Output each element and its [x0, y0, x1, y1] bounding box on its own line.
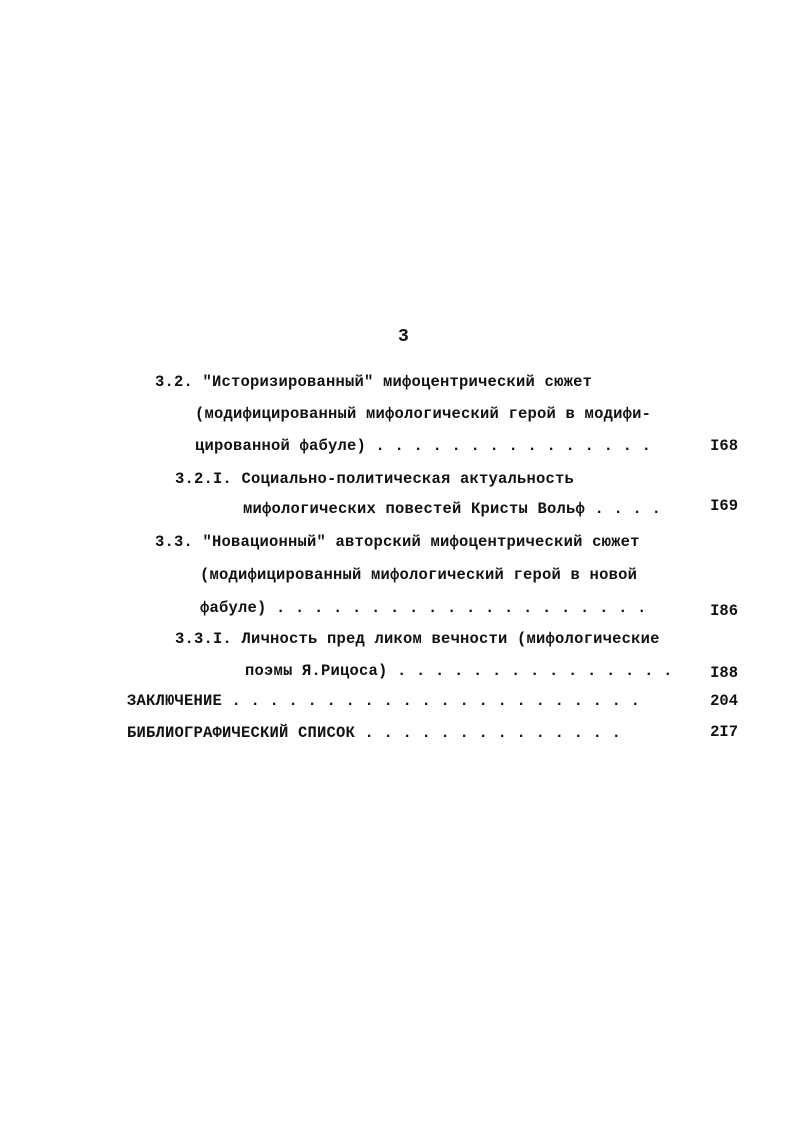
toc-entry-3-3-1-page: I88 — [710, 664, 738, 682]
toc-entry-3-2-1-leader: мифологических повестей Кристы Вольф . . . . — [243, 500, 662, 518]
toc-entry-3-3-1-leader: поэмы Я.Рицоса) . . . . . . . . . . . . . . . — [245, 662, 673, 680]
toc-entry-3-2-title-cont: (модифицированный мифологический герой в модифи- — [195, 405, 652, 423]
page-number: 3 — [398, 327, 409, 347]
toc-entry-bibliography-page: 2I7 — [710, 723, 738, 741]
toc-entry-conclusion-page: 204 — [710, 692, 738, 710]
toc-entry-3-2-1-page: I69 — [710, 497, 738, 515]
toc-entry-3-2-leader: цированной фабуле) . . . . . . . . . . . . . . . — [195, 437, 652, 455]
toc-entry-3-2-title: 3.2. "Историзированный" мифоцентрический сюжет — [155, 373, 593, 391]
toc-entry-conclusion-title: ЗАКЛЮЧЕНИЕ . . . . . . . . . . . . . . . . . . . . . . — [127, 692, 641, 710]
toc-entry-3-3-leader: фабуле) . . . . . . . . . . . . . . . . . . . . — [200, 599, 647, 617]
toc-entry-3-2-1-title: 3.2.I. Социально-политическая актуальность — [175, 470, 575, 488]
toc-entry-3-2-page: I68 — [710, 437, 738, 455]
toc-entry-3-3-title: 3.3. "Новационный" авторский мифоцентрический сюжет — [155, 533, 640, 551]
toc-entry-3-3-1-title: 3.3.I. Личность пред ликом вечности (мифологические — [175, 630, 660, 648]
toc-entry-3-3-page: I86 — [710, 602, 738, 620]
toc-entry-3-3-title-cont: (модифицированный мифологический герой в новой — [200, 566, 638, 584]
toc-entry-bibliography-title: БИБЛИОГРАФИЧЕСКИЙ СПИСОК . . . . . . . . . . . . . . — [127, 724, 622, 742]
